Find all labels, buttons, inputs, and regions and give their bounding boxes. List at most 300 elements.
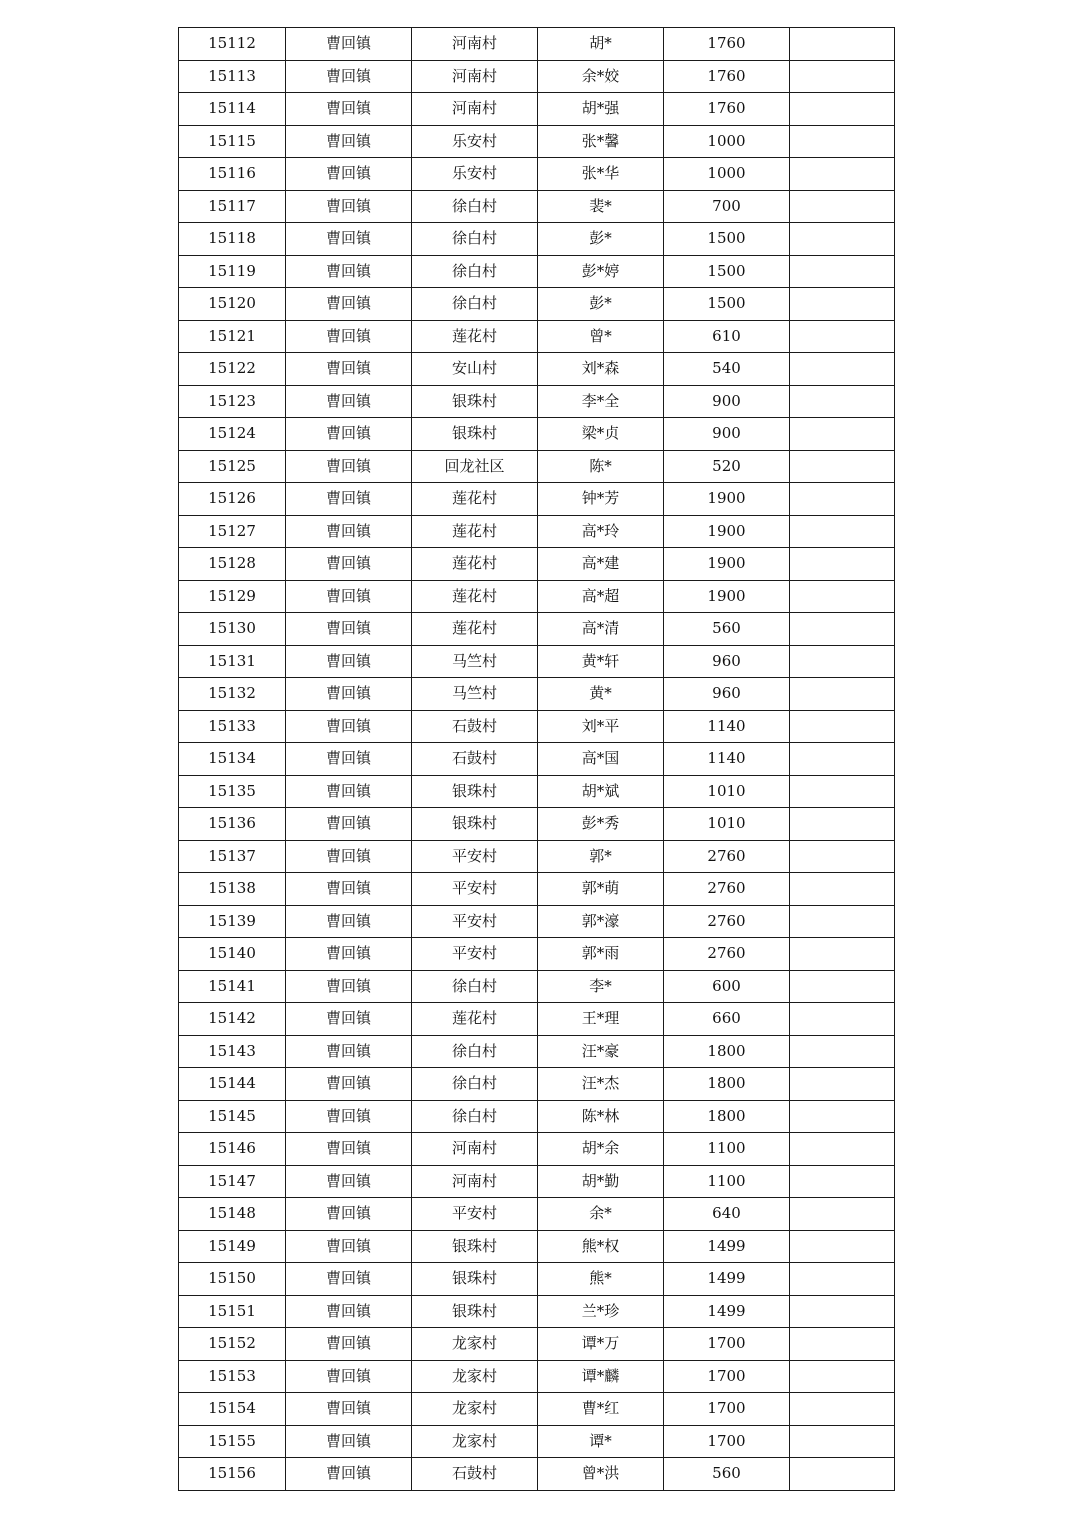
cell-name: 熊*	[538, 1263, 664, 1296]
cell-serial-number: 15133	[179, 710, 286, 743]
cell-amount: 1000	[664, 158, 790, 191]
cell-town: 曹回镇	[286, 613, 412, 646]
table-row	[179, 60, 895, 93]
cell-village: 平安村	[412, 938, 538, 971]
cell-name: 郭*萌	[538, 873, 664, 906]
cell-serial-number: 15113	[179, 60, 286, 93]
cell-amount: 1010	[664, 808, 790, 841]
cell-amount: 1000	[664, 125, 790, 158]
cell-name: 胡*斌	[538, 775, 664, 808]
cell-name: 高*清	[538, 613, 664, 646]
cell-amount: 1800	[664, 1068, 790, 1101]
cell-amount: 960	[664, 678, 790, 711]
cell-amount: 1900	[664, 515, 790, 548]
cell-serial-number: 15120	[179, 288, 286, 321]
cell-note	[790, 645, 895, 678]
cell-town: 曹回镇	[286, 970, 412, 1003]
cell-serial-number: 15131	[179, 645, 286, 678]
cell-name: 李*全	[538, 385, 664, 418]
table-row	[179, 873, 895, 906]
cell-village: 莲花村	[412, 515, 538, 548]
cell-town: 曹回镇	[286, 1360, 412, 1393]
cell-note	[790, 353, 895, 386]
cell-serial-number: 15137	[179, 840, 286, 873]
cell-village: 徐白村	[412, 970, 538, 1003]
cell-village: 河南村	[412, 60, 538, 93]
cell-town: 曹回镇	[286, 1425, 412, 1458]
cell-town: 曹回镇	[286, 418, 412, 451]
cell-town: 曹回镇	[286, 1068, 412, 1101]
cell-amount: 1500	[664, 288, 790, 321]
cell-name: 胡*余	[538, 1133, 664, 1166]
cell-village: 乐安村	[412, 158, 538, 191]
cell-name: 胡*强	[538, 93, 664, 126]
cell-village: 银珠村	[412, 385, 538, 418]
cell-village: 马竺村	[412, 645, 538, 678]
cell-name: 黄*轩	[538, 645, 664, 678]
cell-serial-number: 15151	[179, 1295, 286, 1328]
cell-village: 莲花村	[412, 483, 538, 516]
cell-name: 陈*林	[538, 1100, 664, 1133]
cell-serial-number: 15125	[179, 450, 286, 483]
cell-name: 郭*雨	[538, 938, 664, 971]
cell-note	[790, 1425, 895, 1458]
cell-amount: 560	[664, 1458, 790, 1491]
cell-village: 龙家村	[412, 1393, 538, 1426]
cell-note	[790, 1198, 895, 1231]
cell-town: 曹回镇	[286, 1100, 412, 1133]
cell-note	[790, 1133, 895, 1166]
cell-note	[790, 1230, 895, 1263]
cell-amount: 1800	[664, 1035, 790, 1068]
cell-town: 曹回镇	[286, 710, 412, 743]
cell-village: 回龙社区	[412, 450, 538, 483]
cell-village: 莲花村	[412, 580, 538, 613]
cell-town: 曹回镇	[286, 93, 412, 126]
cell-name: 彭*婷	[538, 255, 664, 288]
table-row	[179, 743, 895, 776]
cell-amount: 1900	[664, 483, 790, 516]
cell-village: 龙家村	[412, 1328, 538, 1361]
cell-serial-number: 15148	[179, 1198, 286, 1231]
cell-town: 曹回镇	[286, 873, 412, 906]
cell-name: 裴*	[538, 190, 664, 223]
cell-amount: 610	[664, 320, 790, 353]
cell-town: 曹回镇	[286, 905, 412, 938]
table-row	[179, 1458, 895, 1491]
cell-note	[790, 385, 895, 418]
cell-name: 高*建	[538, 548, 664, 581]
cell-amount: 560	[664, 613, 790, 646]
cell-note	[790, 1165, 895, 1198]
cell-note	[790, 418, 895, 451]
cell-serial-number: 15122	[179, 353, 286, 386]
cell-amount: 1900	[664, 548, 790, 581]
cell-note	[790, 1035, 895, 1068]
cell-serial-number: 15149	[179, 1230, 286, 1263]
cell-town: 曹回镇	[286, 1393, 412, 1426]
table-row	[179, 28, 895, 61]
cell-amount: 1100	[664, 1165, 790, 1198]
cell-town: 曹回镇	[286, 743, 412, 776]
cell-town: 曹回镇	[286, 255, 412, 288]
cell-note	[790, 158, 895, 191]
cell-amount: 2760	[664, 905, 790, 938]
cell-name: 刘*平	[538, 710, 664, 743]
cell-serial-number: 15136	[179, 808, 286, 841]
cell-serial-number: 15147	[179, 1165, 286, 1198]
cell-town: 曹回镇	[286, 808, 412, 841]
cell-village: 徐白村	[412, 1100, 538, 1133]
cell-name: 彭*	[538, 223, 664, 256]
cell-serial-number: 15124	[179, 418, 286, 451]
cell-note	[790, 450, 895, 483]
cell-town: 曹回镇	[286, 60, 412, 93]
cell-name: 谭*万	[538, 1328, 664, 1361]
table-row	[179, 385, 895, 418]
cell-serial-number: 15143	[179, 1035, 286, 1068]
table-row	[179, 190, 895, 223]
table-row	[179, 1165, 895, 1198]
cell-serial-number: 15130	[179, 613, 286, 646]
cell-amount: 1760	[664, 60, 790, 93]
cell-name: 曾*	[538, 320, 664, 353]
table-row	[179, 580, 895, 613]
cell-town: 曹回镇	[286, 1328, 412, 1361]
cell-amount: 640	[664, 1198, 790, 1231]
cell-name: 胡*勤	[538, 1165, 664, 1198]
cell-village: 莲花村	[412, 320, 538, 353]
cell-village: 河南村	[412, 28, 538, 61]
cell-note	[790, 905, 895, 938]
cell-note	[790, 1328, 895, 1361]
cell-name: 熊*权	[538, 1230, 664, 1263]
table-row	[179, 1198, 895, 1231]
cell-village: 徐白村	[412, 1068, 538, 1101]
cell-amount: 1499	[664, 1263, 790, 1296]
cell-serial-number: 15114	[179, 93, 286, 126]
cell-town: 曹回镇	[286, 190, 412, 223]
cell-serial-number: 15150	[179, 1263, 286, 1296]
cell-amount: 1140	[664, 710, 790, 743]
cell-village: 徐白村	[412, 288, 538, 321]
cell-serial-number: 15156	[179, 1458, 286, 1491]
cell-village: 银珠村	[412, 808, 538, 841]
table-row	[179, 320, 895, 353]
cell-serial-number: 15154	[179, 1393, 286, 1426]
cell-town: 曹回镇	[286, 840, 412, 873]
cell-note	[790, 808, 895, 841]
cell-village: 石鼓村	[412, 710, 538, 743]
cell-town: 曹回镇	[286, 223, 412, 256]
cell-village: 银珠村	[412, 775, 538, 808]
cell-name: 王*理	[538, 1003, 664, 1036]
cell-name: 郭*濠	[538, 905, 664, 938]
cell-note	[790, 1100, 895, 1133]
cell-amount: 1499	[664, 1230, 790, 1263]
cell-town: 曹回镇	[286, 320, 412, 353]
table-row	[179, 483, 895, 516]
cell-town: 曹回镇	[286, 483, 412, 516]
cell-village: 河南村	[412, 1165, 538, 1198]
table-row	[179, 1295, 895, 1328]
cell-amount: 1900	[664, 580, 790, 613]
cell-serial-number: 15144	[179, 1068, 286, 1101]
cell-village: 龙家村	[412, 1360, 538, 1393]
cell-town: 曹回镇	[286, 158, 412, 191]
cell-note	[790, 125, 895, 158]
cell-amount: 1140	[664, 743, 790, 776]
cell-note	[790, 1360, 895, 1393]
cell-note	[790, 1295, 895, 1328]
table-row	[179, 288, 895, 321]
cell-town: 曹回镇	[286, 1263, 412, 1296]
cell-town: 曹回镇	[286, 1165, 412, 1198]
table-row	[179, 223, 895, 256]
cell-town: 曹回镇	[286, 678, 412, 711]
cell-amount: 700	[664, 190, 790, 223]
cell-village: 徐白村	[412, 190, 538, 223]
cell-name: 汪*杰	[538, 1068, 664, 1101]
cell-town: 曹回镇	[286, 580, 412, 613]
cell-note	[790, 710, 895, 743]
cell-amount: 520	[664, 450, 790, 483]
cell-serial-number: 15118	[179, 223, 286, 256]
table-row	[179, 1393, 895, 1426]
cell-town: 曹回镇	[286, 1458, 412, 1491]
cell-name: 郭*	[538, 840, 664, 873]
cell-note	[790, 255, 895, 288]
cell-name: 彭*	[538, 288, 664, 321]
table-row	[179, 158, 895, 191]
cell-note	[790, 93, 895, 126]
cell-amount: 660	[664, 1003, 790, 1036]
cell-amount: 1760	[664, 93, 790, 126]
cell-village: 银珠村	[412, 1295, 538, 1328]
roster-table	[178, 27, 895, 1491]
table-row	[179, 548, 895, 581]
cell-amount: 1700	[664, 1328, 790, 1361]
cell-village: 莲花村	[412, 613, 538, 646]
cell-note	[790, 1003, 895, 1036]
cell-name: 曾*洪	[538, 1458, 664, 1491]
cell-serial-number: 15139	[179, 905, 286, 938]
cell-serial-number: 15117	[179, 190, 286, 223]
cell-amount: 960	[664, 645, 790, 678]
cell-name: 陈*	[538, 450, 664, 483]
table-row	[179, 353, 895, 386]
cell-village: 石鼓村	[412, 743, 538, 776]
cell-village: 平安村	[412, 840, 538, 873]
table-row	[179, 1068, 895, 1101]
roster-table-body	[179, 28, 895, 1491]
cell-name: 彭*秀	[538, 808, 664, 841]
cell-note	[790, 840, 895, 873]
cell-name: 高*国	[538, 743, 664, 776]
cell-name: 谭*麟	[538, 1360, 664, 1393]
table-row	[179, 93, 895, 126]
cell-name: 李*	[538, 970, 664, 1003]
cell-serial-number: 15140	[179, 938, 286, 971]
table-row	[179, 1133, 895, 1166]
cell-amount: 600	[664, 970, 790, 1003]
cell-serial-number: 15126	[179, 483, 286, 516]
table-row	[179, 418, 895, 451]
table-row	[179, 970, 895, 1003]
table-row	[179, 515, 895, 548]
cell-amount: 1500	[664, 255, 790, 288]
cell-serial-number: 15112	[179, 28, 286, 61]
cell-note	[790, 873, 895, 906]
document-page	[178, 27, 894, 1491]
cell-serial-number: 15135	[179, 775, 286, 808]
cell-name: 余*姣	[538, 60, 664, 93]
cell-village: 平安村	[412, 1198, 538, 1231]
table-row	[179, 1230, 895, 1263]
cell-amount: 900	[664, 418, 790, 451]
table-row	[179, 905, 895, 938]
cell-name: 兰*珍	[538, 1295, 664, 1328]
table-row	[179, 450, 895, 483]
table-row	[179, 1425, 895, 1458]
cell-name: 胡*	[538, 28, 664, 61]
cell-name: 张*馨	[538, 125, 664, 158]
cell-note	[790, 938, 895, 971]
cell-name: 刘*森	[538, 353, 664, 386]
cell-amount: 1700	[664, 1393, 790, 1426]
table-row	[179, 1328, 895, 1361]
cell-serial-number: 15132	[179, 678, 286, 711]
cell-serial-number: 15138	[179, 873, 286, 906]
cell-note	[790, 743, 895, 776]
table-row	[179, 775, 895, 808]
cell-note	[790, 1263, 895, 1296]
cell-note	[790, 1068, 895, 1101]
cell-serial-number: 15146	[179, 1133, 286, 1166]
table-row	[179, 1035, 895, 1068]
table-row	[179, 125, 895, 158]
cell-town: 曹回镇	[286, 775, 412, 808]
cell-serial-number: 15115	[179, 125, 286, 158]
cell-amount: 1700	[664, 1425, 790, 1458]
cell-note	[790, 190, 895, 223]
cell-name: 余*	[538, 1198, 664, 1231]
cell-serial-number: 15141	[179, 970, 286, 1003]
cell-note	[790, 1393, 895, 1426]
cell-town: 曹回镇	[286, 1133, 412, 1166]
cell-serial-number: 15121	[179, 320, 286, 353]
cell-village: 河南村	[412, 93, 538, 126]
cell-note	[790, 580, 895, 613]
cell-name: 梁*贞	[538, 418, 664, 451]
cell-name: 高*玲	[538, 515, 664, 548]
table-row	[179, 840, 895, 873]
table-row	[179, 1100, 895, 1133]
cell-village: 河南村	[412, 1133, 538, 1166]
cell-town: 曹回镇	[286, 515, 412, 548]
cell-town: 曹回镇	[286, 645, 412, 678]
cell-village: 莲花村	[412, 1003, 538, 1036]
cell-serial-number: 15145	[179, 1100, 286, 1133]
cell-town: 曹回镇	[286, 1198, 412, 1231]
table-row	[179, 1003, 895, 1036]
cell-amount: 900	[664, 385, 790, 418]
cell-town: 曹回镇	[286, 938, 412, 971]
cell-name: 张*华	[538, 158, 664, 191]
cell-village: 石鼓村	[412, 1458, 538, 1491]
cell-town: 曹回镇	[286, 353, 412, 386]
cell-town: 曹回镇	[286, 1035, 412, 1068]
cell-amount: 1100	[664, 1133, 790, 1166]
cell-note	[790, 483, 895, 516]
cell-village: 徐白村	[412, 1035, 538, 1068]
cell-name: 谭*	[538, 1425, 664, 1458]
cell-town: 曹回镇	[286, 450, 412, 483]
cell-amount: 2760	[664, 938, 790, 971]
cell-note	[790, 548, 895, 581]
cell-serial-number: 15155	[179, 1425, 286, 1458]
cell-note	[790, 970, 895, 1003]
cell-village: 莲花村	[412, 548, 538, 581]
cell-amount: 540	[664, 353, 790, 386]
cell-name: 钟*芳	[538, 483, 664, 516]
cell-serial-number: 15127	[179, 515, 286, 548]
cell-village: 平安村	[412, 905, 538, 938]
cell-serial-number: 15119	[179, 255, 286, 288]
cell-note	[790, 320, 895, 353]
cell-name: 黄*	[538, 678, 664, 711]
cell-town: 曹回镇	[286, 1295, 412, 1328]
cell-village: 马竺村	[412, 678, 538, 711]
cell-village: 徐白村	[412, 223, 538, 256]
cell-town: 曹回镇	[286, 125, 412, 158]
cell-town: 曹回镇	[286, 1230, 412, 1263]
table-row	[179, 710, 895, 743]
cell-name: 曹*红	[538, 1393, 664, 1426]
cell-serial-number: 15152	[179, 1328, 286, 1361]
cell-village: 龙家村	[412, 1425, 538, 1458]
cell-serial-number: 15142	[179, 1003, 286, 1036]
cell-village: 平安村	[412, 873, 538, 906]
cell-note	[790, 678, 895, 711]
cell-town: 曹回镇	[286, 1003, 412, 1036]
cell-serial-number: 15116	[179, 158, 286, 191]
cell-village: 银珠村	[412, 1263, 538, 1296]
cell-serial-number: 15129	[179, 580, 286, 613]
cell-town: 曹回镇	[286, 385, 412, 418]
table-row	[179, 938, 895, 971]
cell-name: 高*超	[538, 580, 664, 613]
cell-amount: 1760	[664, 28, 790, 61]
cell-village: 乐安村	[412, 125, 538, 158]
cell-note	[790, 1458, 895, 1491]
table-row	[179, 255, 895, 288]
table-row	[179, 1360, 895, 1393]
cell-name: 汪*豪	[538, 1035, 664, 1068]
table-row	[179, 808, 895, 841]
table-row	[179, 613, 895, 646]
cell-serial-number: 15134	[179, 743, 286, 776]
table-row	[179, 678, 895, 711]
cell-amount: 2760	[664, 873, 790, 906]
cell-amount: 1500	[664, 223, 790, 256]
cell-amount: 1010	[664, 775, 790, 808]
cell-town: 曹回镇	[286, 288, 412, 321]
cell-note	[790, 613, 895, 646]
table-row	[179, 645, 895, 678]
cell-village: 银珠村	[412, 1230, 538, 1263]
cell-amount: 2760	[664, 840, 790, 873]
